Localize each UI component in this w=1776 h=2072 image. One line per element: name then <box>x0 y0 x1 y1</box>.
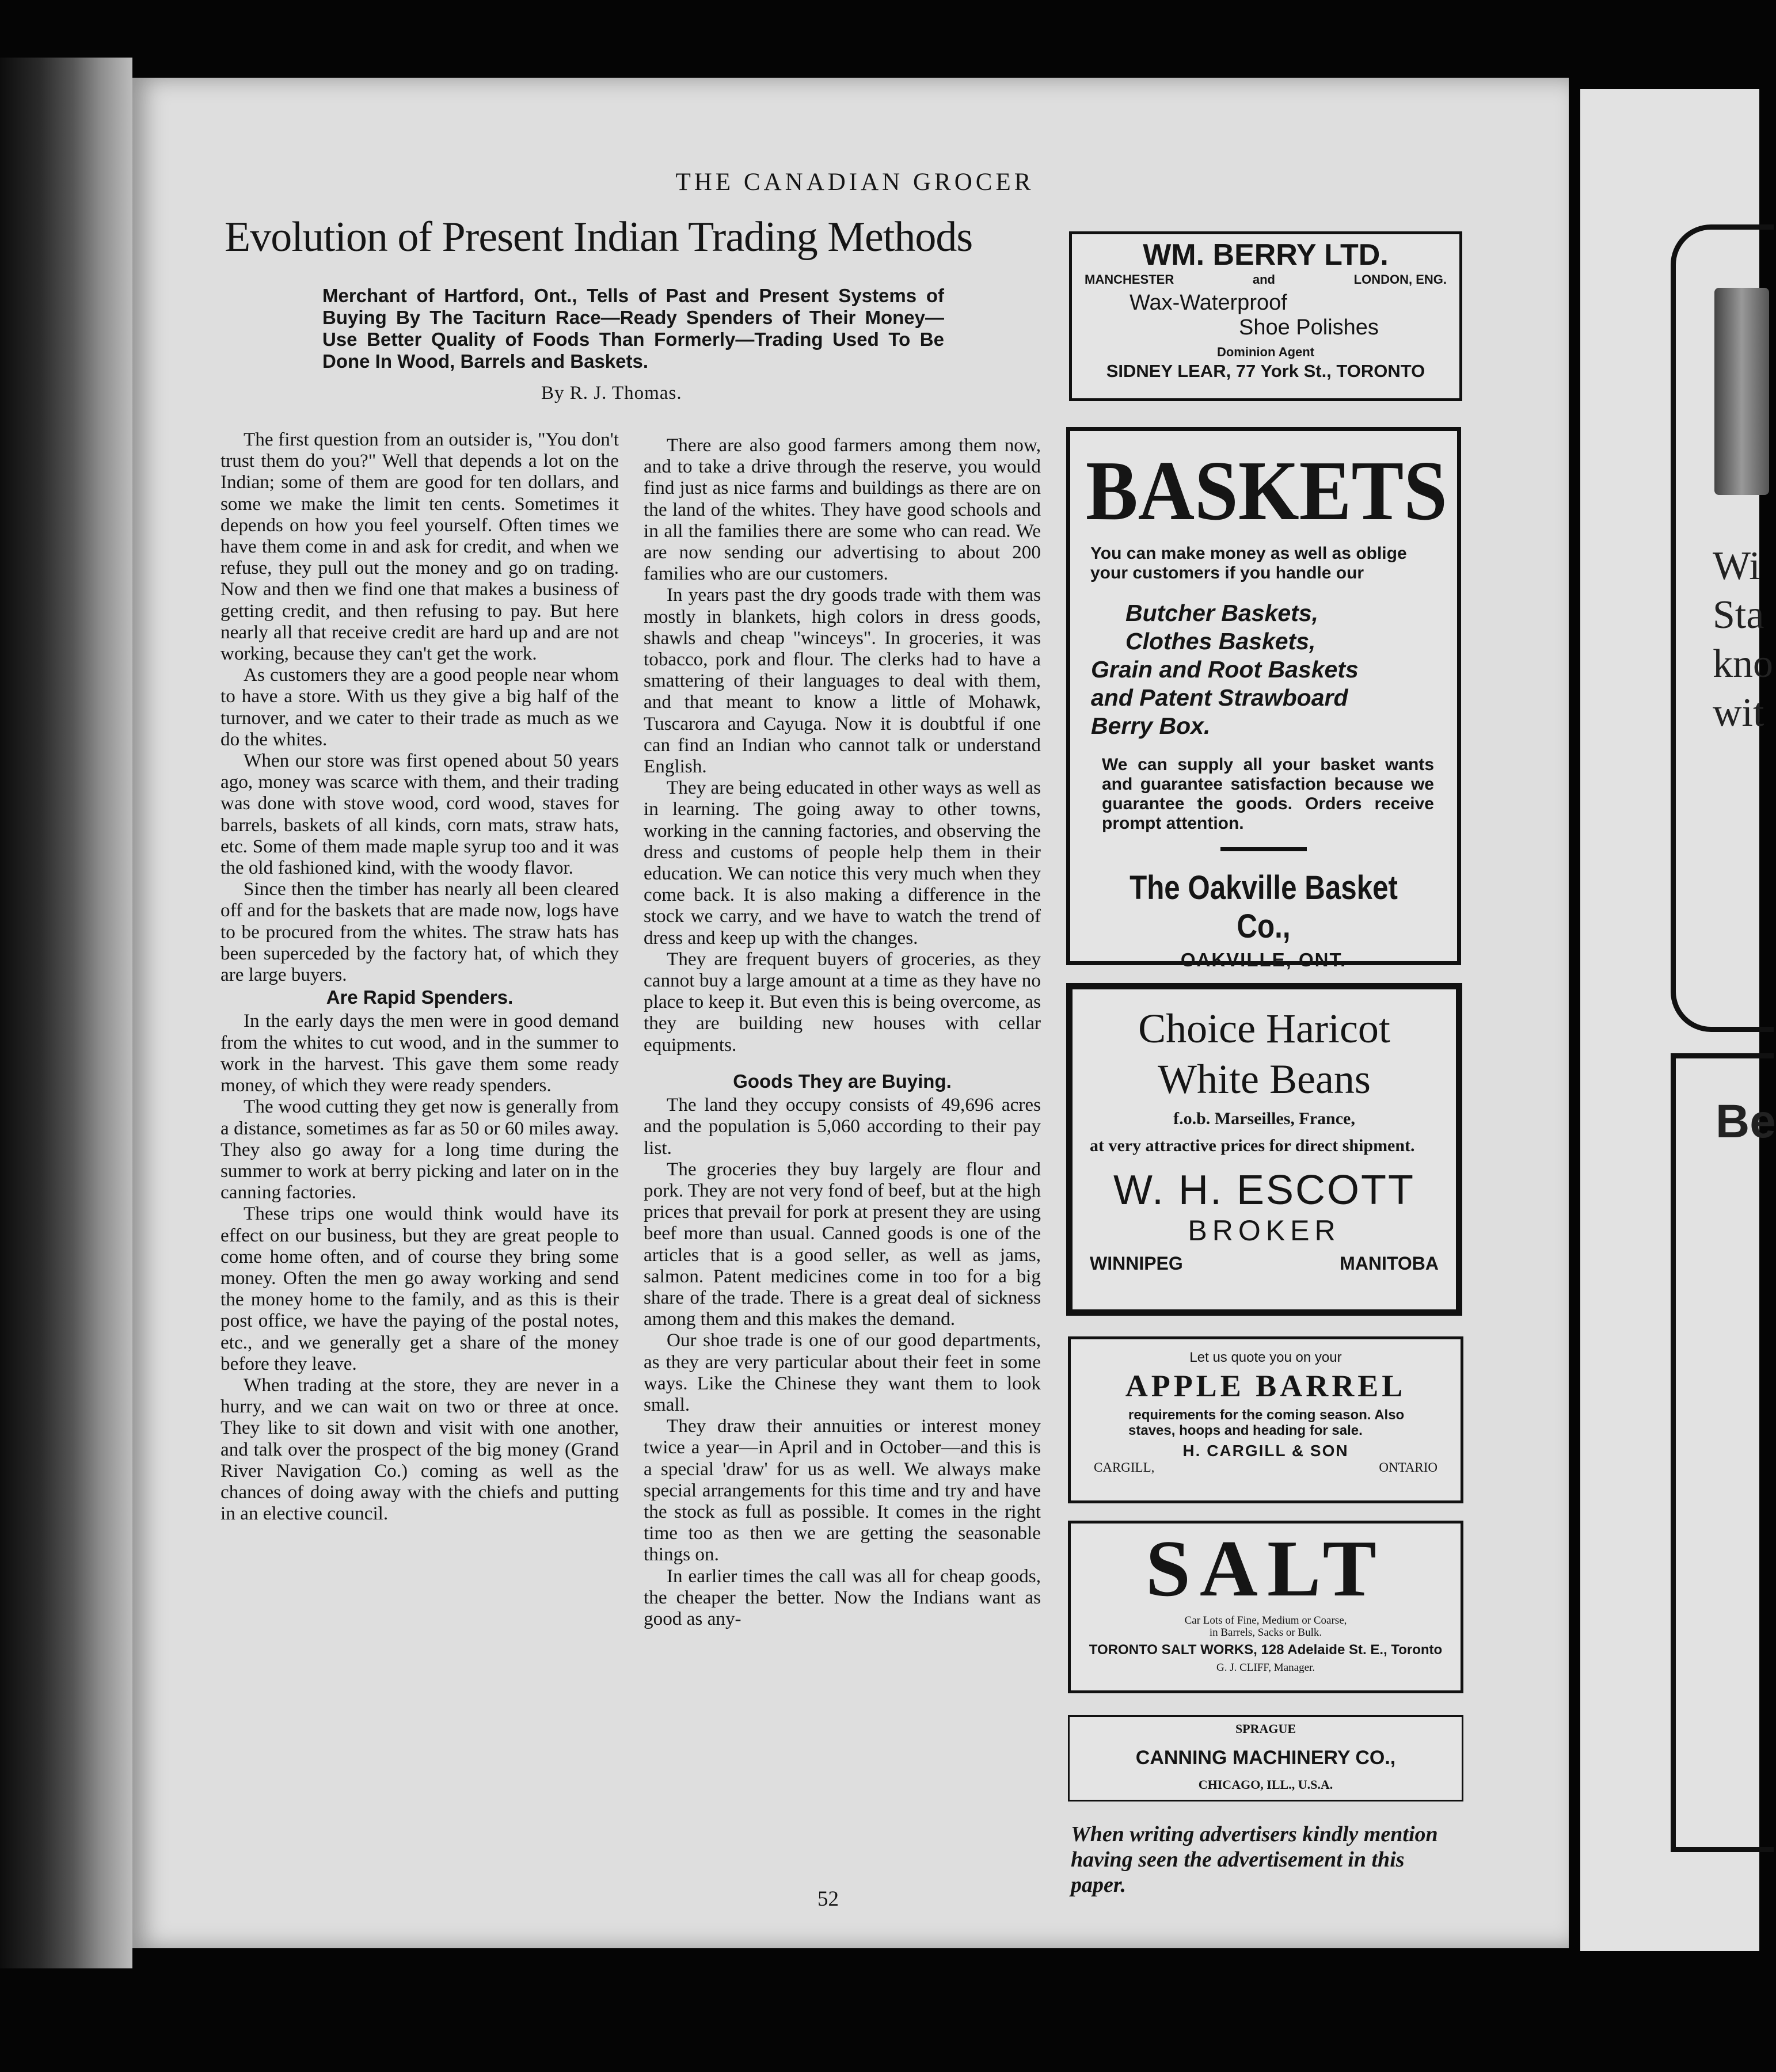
paragraph: In the early days the men were in good demand from the whites to cut wood, and in the summer to work in the harvest. This gave them some ready money, of which they were ready spenders. <box>220 1010 619 1096</box>
article-dek: Merchant of Hartford, Ont., Tells of Past and Present Systems of Buying By The Taciturn Race—Ready Spenders of Their Money—Use Better Quality of Foods Than Formerly—Trading Used To Be Done In Wood, Barrels and Baskets. <box>322 285 944 372</box>
ad-berry-agent: SIDNEY LEAR, 77 York St., TORONTO <box>1106 361 1425 381</box>
paragraph: Our shoe trade is one of our good departments, as they are very particular about their feet in some ways. Like the Chinese they want them to look small. <box>644 1330 1041 1415</box>
facing-page-ad-frame-2 <box>1671 1053 1774 1852</box>
ad-salt-line2: in Barrels, Sacks or Bulk. <box>1209 1627 1322 1639</box>
ad-baskets-rule <box>1220 847 1307 851</box>
ad-oakville-baskets <box>1066 427 1461 970</box>
ad-apple-body: requirements for the coming season. Also staves, hoops and heading for sale. <box>1128 1407 1405 1438</box>
paragraph: The wood cutting they get now is generally from a distance, sometimes as far as 50 or 60 miles away. They also go away for a long time during the summer to work at berry picking and later on in the canning factories. <box>220 1096 619 1203</box>
advertisers-note: When writing advertisers kindly mention having seen the advertisement in this paper. <box>1071 1822 1438 1897</box>
book-binding-edge <box>0 58 132 1968</box>
ad-apple-city: CARGILL, <box>1094 1460 1155 1475</box>
ad-apple-headline: APPLE BARREL <box>1125 1369 1406 1403</box>
paragraph: As customers they are a good people near whom to have a store. With us they give a big half of the turnover, and we cater to their trade as much as we do the whites. <box>220 664 619 750</box>
ad-berry-product-1: Wax-Waterproof <box>1130 291 1287 315</box>
ad-baskets-company: The Oakville Basket Co., <box>1130 869 1398 945</box>
facing-page-text-line: wit <box>1713 691 1764 735</box>
ad-sprague-line3: CHICAGO, ILL., U.S.A. <box>1198 1777 1333 1792</box>
ad-baskets-item: Grain and Root Baskets <box>1091 656 1359 683</box>
paragraph: They are frequent buyers of groceries, as they cannot buy a large amount at a time as they have no place to keep it. But even this is being overcome, as they are building new houses with cellar equipments. <box>644 948 1041 1056</box>
ad-berry-agent-label: Dominion Agent <box>1216 345 1315 359</box>
ad-berry-loc-left: MANCHESTER <box>1085 272 1174 287</box>
page-number: 52 <box>817 1887 839 1911</box>
facing-page-text-line: kno <box>1713 642 1773 686</box>
ad-wm-berry <box>1069 231 1462 401</box>
ad-beans-role: BROKER <box>1188 1214 1341 1247</box>
ad-beans-fob: f.o.b. Marseilles, France, <box>1173 1109 1355 1128</box>
facing-page-text-line: Wi <box>1713 544 1760 588</box>
ad-baskets-item: Butcher Baskets, <box>1125 600 1318 626</box>
ad-toronto-salt <box>1068 1521 1463 1693</box>
ad-berry-loc-right: LONDON, ENG. <box>1353 272 1447 287</box>
ad-salt-company: TORONTO SALT WORKS, 128 Adelaide St. E., Toronto <box>1089 1642 1443 1658</box>
article-byline: By R. J. Thomas. <box>541 383 682 403</box>
paragraph: In earlier times the call was all for cheap goods, the cheaper the better. Now the Indians want as good as any- <box>644 1565 1041 1629</box>
facing-page-heading-fragment: Be <box>1716 1095 1776 1148</box>
ad-salt-manager: G. J. CLIFF, Manager. <box>1216 1662 1315 1674</box>
ad-berry-loc-and: and <box>1252 272 1275 287</box>
ad-baskets-headline: BASKETS <box>1085 444 1448 538</box>
ad-apple-location <box>1071 1460 1461 1475</box>
ad-baskets-item: Berry Box. <box>1091 713 1211 739</box>
running-head: THE CANADIAN GROCER <box>675 169 1035 196</box>
article-column-2 <box>644 435 1041 1629</box>
ad-beans-prices: at very attractive prices for direct shipment. <box>1090 1136 1415 1155</box>
ad-apple-company: H. CARGILL & SON <box>1182 1442 1349 1460</box>
ad-salt-line1: Car Lots of Fine, Medium or Coarse, <box>1184 1614 1347 1627</box>
paragraph: When our store was first opened about 50 years ago, money was scarce with them, and their trading was done with stove wood, cord wood, staves for barrels, baskets of all kinds, corn mats, straw hats, etc. Some of them made maple syrup too and it was the old fashioned kind, with the woody flavor. <box>220 750 619 879</box>
subheading: Goods They are Buying. <box>733 1070 952 1092</box>
ad-berry-locations <box>1072 272 1459 287</box>
ad-apple-intro: Let us quote you on your <box>1189 1350 1342 1365</box>
ad-beans-location <box>1073 1247 1456 1274</box>
ad-berry-name: WM. BERRY LTD. <box>1143 238 1389 272</box>
ad-beans-line2: White Beans <box>1158 1056 1371 1102</box>
ad-beans-broker-name: W. H. ESCOTT <box>1113 1167 1415 1213</box>
ad-sprague-canning <box>1068 1715 1463 1801</box>
article-column-1 <box>220 429 619 1524</box>
paragraph: When trading at the store, they are never in a hurry, and we can wait on two or three at once. They like to sit down and visit with one another, and talk over the prospect of the big money (Grand River Navigation Co.) coming as well as the chances of doing away with the chiefs and putting in an elective council. <box>220 1374 619 1525</box>
ad-baskets-item: and Patent Strawboard <box>1091 684 1348 711</box>
article-title: Evolution of Present Indian Trading Methods <box>225 214 973 261</box>
paragraph: The groceries they buy largely are flour and pork. They are not very fond of beef, but at the high prices that prevail for pork at present they are using beef more than usual. Canned goods is one of the articles that is a good seller, as well as jams, salmon. Patent medicines come in too for a big share of the trade. There is a great deal of sickness among them and this makes the demand. <box>644 1158 1041 1330</box>
paragraph: Since then the timber has nearly all been cleared off and for the baskets that are made now, logs have to be procured from the whites. The straw hats has been superceded by the factory hat, of which they are large buyers. <box>220 878 619 986</box>
facing-page-text-line: Sta <box>1713 593 1764 637</box>
ad-baskets-supply: We can supply all your basket wants and guarantee satisfaction because we guarantee the goods. Orders receive prompt attention. <box>1102 755 1434 833</box>
paragraph: In years past the dry goods trade with them was mostly in blankets, high colors in dress goods, shawls and cheap "winceys". In groceries, it was tobacco, pork and flour. The clerks had to have a smattering of their languages to deal with them, and that meant to know a little of Mohawk, Tuscarora and Cayuga. Now it is doubtful if one can find an Indian who cannot talk or understand English. <box>644 584 1041 778</box>
ad-beans-city: WINNIPEG <box>1090 1253 1183 1274</box>
paragraph: They are being educated in other ways as well as in learning. The going away to other towns, working in the canning factories, and observing the dress and customs of people help them in their education. We can notice this very much when they come back. It is also making a difference in the stock we carry, and we have to watch the trend of dress and keep up with the changes. <box>644 777 1041 949</box>
ad-salt-headline: SALT <box>1146 1524 1386 1613</box>
paragraph: The first question from an outsider is, "You don't trust them do you?" Well that depends a lot on the Indian; some of them are good for ten dollars, and some we make the limit ten cents. Sometimes it depends on how you feel yourself. Often times we have them come in and ask for credit, and when we refuse, they pull out the money and go on trading. Now and then we find one that makes a business of getting credit, and then refusing to pay. But here nearly all that receive credit are hard up and are not working, because they can't get the work. <box>220 429 619 665</box>
ad-baskets-list <box>1070 599 1457 740</box>
ad-baskets-item: Clothes Baskets, <box>1125 628 1316 654</box>
ad-apple-province: ONTARIO <box>1379 1460 1437 1475</box>
ad-sprague-line2: CANNING MACHINERY CO., <box>1135 1747 1396 1769</box>
ad-berry-product-2: Shoe Polishes <box>1239 315 1379 340</box>
subheading: Are Rapid Spenders. <box>326 987 514 1008</box>
ad-beans-province: MANITOBA <box>1340 1253 1439 1274</box>
ad-cargill-apple-barrel <box>1068 1336 1463 1503</box>
ad-beans-line1: Choice Haricot <box>1138 1005 1390 1052</box>
ad-sprague-line1: SPRAGUE <box>1235 1721 1296 1736</box>
yeast-tin-image <box>1714 288 1769 495</box>
paragraph: These trips one would think would have its effect on our business, but they are great people to come home often, and of course they bring some money. Often the men go away working and send the money home to the family, and as this is their post office, we have the paying of the postal notes, etc., and we generally get a share of the money before they leave. <box>220 1203 619 1374</box>
paragraph: The land they occupy consists of 49,696 acres and the population is 5,060 according to their pay list. <box>644 1094 1041 1159</box>
ad-escott-beans <box>1066 983 1462 1316</box>
paragraph: They draw their annuities or interest money twice a year—in April and in October—and this is a special 'draw' for us as well. We always make special arrangements for this time and try and have the stock as full as possible. It comes in the right time too as then we are getting the seasonable things on. <box>644 1415 1041 1566</box>
ad-baskets-city: OAKVILLE, ONT. <box>1180 949 1347 970</box>
paragraph: There are also good farmers among them now, and to take a drive through the reserve, you would find just as nice farms and buildings as there are on the land of the whites. They have good schools and in all the families there are some who can read. We are now sending our advertising to about 200 families who are our customers. <box>644 435 1041 585</box>
ad-baskets-pitch: You can make money as well as oblige your customers if you handle our <box>1090 544 1407 582</box>
